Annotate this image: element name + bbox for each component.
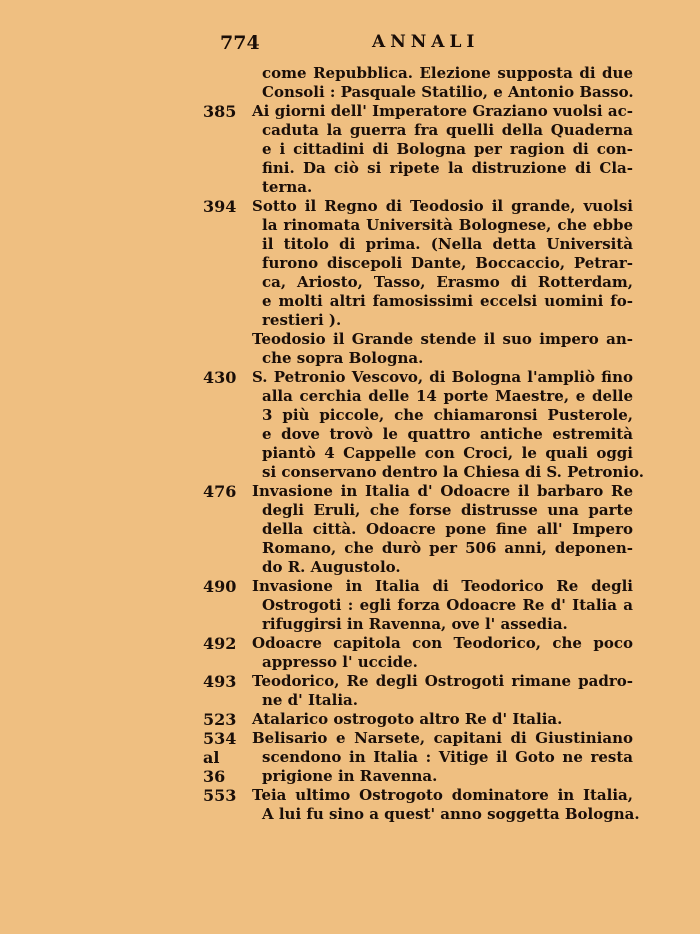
annal-entry — [0, 577, 700, 634]
entry-year: 430 — [203, 368, 237, 387]
entry-year: 36 — [203, 767, 226, 786]
entry-text-line: A lui fu sino a quest' anno soggetta Bologna. — [262, 805, 640, 823]
entry-text-line: S. Petronio Vescovo, di Bologna l'ampliò fino — [252, 368, 633, 386]
entry-text-line: appresso l' uccide. — [262, 653, 418, 671]
annal-entry — [0, 368, 700, 482]
entry-text-line: caduta la guerra fra quelli della Quaderna — [262, 121, 633, 139]
entry-year: 534 — [203, 729, 237, 748]
entry-text-line: che sopra Bologna. — [262, 349, 424, 367]
annal-entry — [0, 482, 700, 577]
entry-text-line: rifuggirsi in Ravenna, ove l' assedia. — [262, 615, 568, 633]
entry-text-line: Ai giorni dell' Imperatore Graziano vuolsi ac- — [252, 102, 633, 120]
entry-text-line: ne d' Italia. — [262, 691, 358, 709]
running-title: ANNALI — [372, 32, 480, 52]
annal-entry — [0, 102, 700, 197]
annals-entries — [0, 64, 700, 824]
entry-text-line: Teodosio il Grande stende il suo impero an- — [252, 330, 633, 348]
entry-text-line: e i cittadini di Bologna per ragion di con- — [262, 140, 633, 158]
entry-year: 394 — [203, 197, 237, 216]
entry-text-line: furono discepoli Dante, Boccaccio, Petrar- — [262, 254, 633, 272]
entry-text-line: Invasione in Italia d' Odoacre il barbaro Re — [252, 482, 633, 500]
annal-entry — [0, 330, 700, 368]
page-number: 774 — [220, 32, 260, 54]
entry-year: 523 — [203, 710, 237, 729]
entry-text-line: fini. Da ciò si ripete la distruzione di Cla- — [262, 159, 633, 177]
entry-text-line: Consoli : Pasquale Statilio, e Antonio Basso. — [262, 83, 634, 101]
entry-text-line: il titolo di prima. (Nella detta Università — [262, 235, 633, 253]
entry-text-line: restieri ). — [262, 311, 342, 329]
entry-year: 493 — [203, 672, 237, 691]
entry-text-line: e dove trovò le quattro antiche estremità — [262, 425, 633, 443]
entry-text-line: la rinomata Università Bolognese, che ebbe — [262, 216, 633, 234]
entry-text-line: Odoacre capitola con Teodorico, che poco — [252, 634, 633, 652]
entry-text-line: Ostrogoti : egli forza Odoacre Re d' Italia a — [262, 596, 633, 614]
annal-entry — [0, 197, 700, 330]
entry-year: 553 — [203, 786, 237, 805]
entry-text-line: degli Eruli, che forse distrusse una parte — [262, 501, 633, 519]
entry-text-line: ca, Ariosto, Tasso, Erasmo di Rotterdam, — [262, 273, 633, 291]
entry-text-line: come Repubblica. Elezione supposta di due — [262, 64, 633, 82]
entry-year: 385 — [203, 102, 237, 121]
entry-text-line: Teia ultimo Ostrogoto dominatore in Italia, — [252, 786, 633, 804]
entry-year: 492 — [203, 634, 237, 653]
annal-entry — [0, 64, 700, 102]
entry-text-line: terna. — [262, 178, 313, 196]
entry-text-line: Romano, che durò per 506 anni, deponen- — [262, 539, 633, 557]
entry-text-line: Belisario e Narsete, capitani di Giustiniano — [252, 729, 633, 747]
annal-entry — [0, 634, 700, 672]
entry-text-line: della città. Odoacre pone fine all' Impero — [262, 520, 633, 538]
entry-text-line: Invasione in Italia di Teodorico Re degli — [252, 577, 633, 595]
entry-year: 490 — [203, 577, 237, 596]
entry-text-line: prigione in Ravenna. — [262, 767, 438, 785]
entry-text-line: do R. Augustolo. — [262, 558, 401, 576]
entry-text-line: alla cerchia delle 14 porte Maestre, e delle — [262, 387, 633, 405]
entry-year: 476 — [203, 482, 237, 501]
entry-text-line: Teodorico, Re degli Ostrogoti rimane padro- — [252, 672, 633, 690]
annal-entry — [0, 672, 700, 710]
page-header — [0, 30, 700, 58]
entry-text-line: piantò 4 Cappelle con Croci, le quali oggi — [262, 444, 633, 462]
entry-text-line: e molti altri famosissimi eccelsi uomini fo- — [262, 292, 633, 310]
entry-text-line: si conservano dentro la Chiesa di S. Petronio. — [262, 463, 644, 481]
entry-year: al — [203, 748, 220, 767]
annal-entry — [0, 729, 700, 786]
entry-text-line: scendono in Italia : Vitige il Goto ne resta — [262, 748, 633, 766]
entry-text-line: 3 più piccole, che chiamaronsi Pusterole, — [262, 406, 633, 424]
entry-text-line: Atalarico ostrogoto altro Re d' Italia. — [252, 710, 563, 728]
annal-entry — [0, 786, 700, 824]
entry-text-line: Sotto il Regno di Teodosio il grande, vuolsi — [252, 197, 633, 215]
annal-entry — [0, 710, 700, 729]
